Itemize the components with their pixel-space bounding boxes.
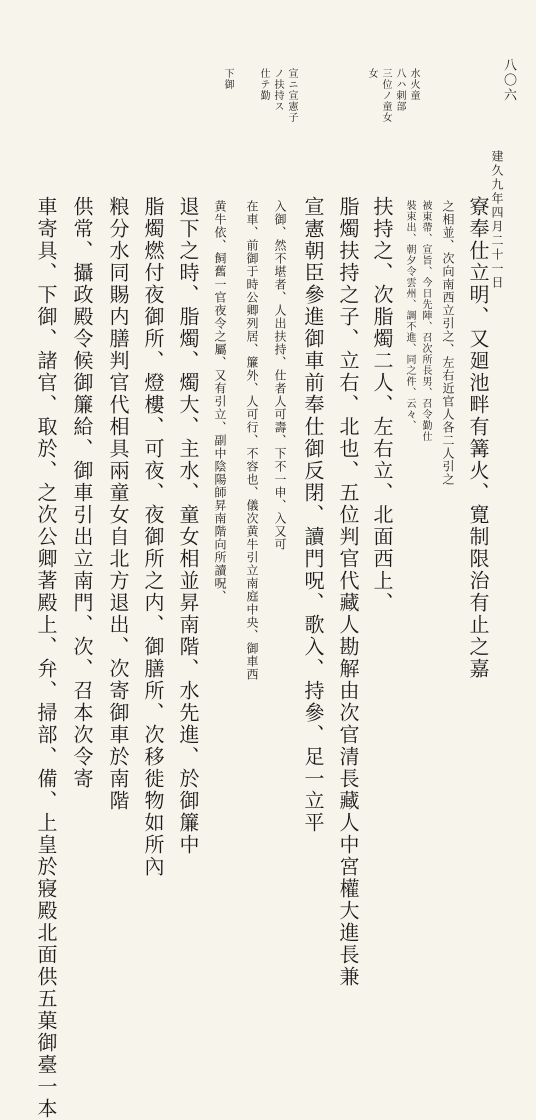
top-note: 八ハ刺部 — [394, 68, 405, 112]
text-column: 入御、然不堪者、人出扶持、仕者人可壽、下不一申、入又可 — [273, 200, 287, 551]
text-column: 脂燭扶持之子、立右、北也、五位判官代藏人勘解由次官清長藏人中宮權大進長兼 — [336, 196, 360, 988]
text-column: 脂燭燃付夜御所、燈樓、可夜、夜御所之内、御膳所、次移徙物如所內 — [141, 196, 165, 878]
text-column: 退下之時、脂燭、燭大、主水、童女相並昇南階、水先進、於御簾中 — [176, 196, 200, 856]
page-number: 八〇六 — [501, 58, 516, 103]
text-column: 裝束出、朝夕令雲州、調不進、同之件、云々、 — [404, 200, 415, 431]
text-column: 之相並、次向南西立引之、左右近官人各二人引之 — [441, 200, 455, 486]
top-note: ノ扶持ス — [272, 68, 283, 112]
top-note: 宣ニ宣憲子 — [286, 68, 297, 123]
text-column: 車寄具、下御、諸官、取於、之次公卿著殿上、弁、掃部、備、上皇於寢殿北面供五菓御臺一本 — [34, 196, 58, 1120]
top-note: 三位ノ童女 — [380, 68, 391, 123]
top-note: 水火童 — [408, 68, 419, 101]
text-column: 寮奉仕立明、又廻池畔有篝火、寛制限治有止之嘉 — [466, 196, 490, 680]
dateline: 建久九年四月二十一日 — [490, 150, 504, 290]
top-note: 下御 — [222, 68, 233, 90]
top-note: 仕テ勤 — [258, 68, 269, 101]
text-column: 宣憲朝臣參進御車前奉仕御反閉、讀門呪、歌入、持參、足一立平 — [301, 196, 325, 834]
text-column: 供常、攝政殿令候御簾給、御車引出立南門、次、召本次令寄 — [70, 196, 94, 790]
text-column: 黄牛依、飼舊一官夜令之屬、又有引立、副中陰陽師昇南階向所讀呪、 — [213, 200, 227, 603]
top-note: 女 — [366, 68, 377, 79]
text-column: 被東帶、宣旨、今日先陣、召次所長男、召令勤仕 — [420, 200, 431, 442]
text-column: 扶持之、次脂燭二人、左右立、北面西上、 — [370, 196, 394, 614]
text-column: 粮分水同賜内膳判官代相具兩童女自北方退出、次寄御車於南階 — [106, 196, 130, 812]
text-column: 在車、前御于時公卿列居、簾外、人可行、不容也、儀次黄牛引立南庭中央、御車西 — [245, 200, 259, 681]
